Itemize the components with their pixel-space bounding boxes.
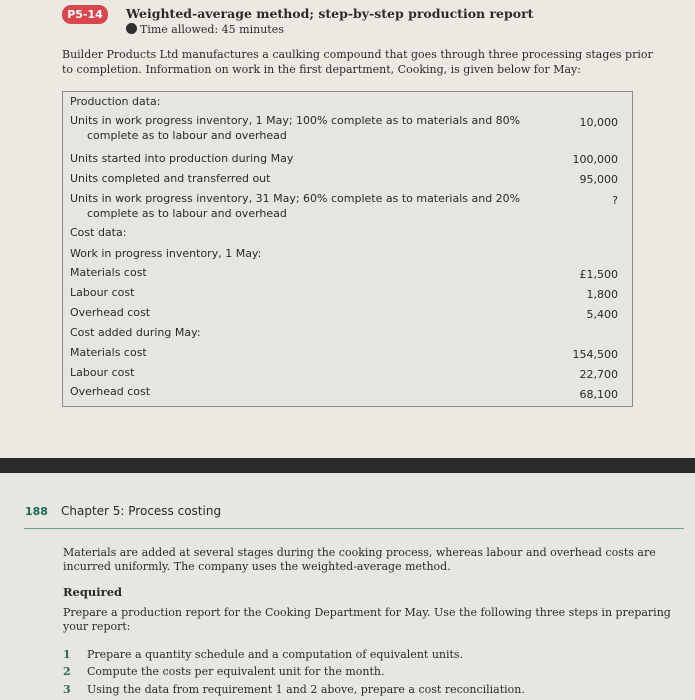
wip-begin-value: 10,000 (579, 116, 618, 129)
labour-cost-begin: Labour cost (70, 286, 135, 299)
materials-cost-begin-value: £1,500 (579, 268, 618, 281)
list-item: 3 Using the data from requirement 1 and 2 above, prepare a cost reconciliation. (63, 683, 525, 696)
cost-heading: Cost data: (70, 226, 127, 239)
clock-icon (126, 23, 137, 34)
labour-cost-added-value: 22,700 (579, 368, 618, 381)
production-heading: Production data: (70, 95, 161, 108)
required-heading: Required (63, 585, 123, 599)
list-item: 2 Compute the costs per equivalent unit for the month. (63, 665, 385, 678)
problem-intro: Builder Products Ltd manufactures a caulking compound that goes through three processing stages prior to completion. Information on work in the first department, Cooking, is given below for May: (62, 48, 653, 76)
overhead-cost-begin: Overhead cost (70, 306, 151, 319)
materials-cost-begin: Materials cost (70, 266, 147, 279)
started-value: 100,000 (572, 153, 618, 166)
wip-cost-heading: Work in progress inventory, 1 May: (70, 247, 262, 260)
page-divider (0, 458, 695, 473)
wip-begin-line2: complete as to labour and overhead (87, 129, 287, 142)
labour-cost-added: Labour cost (70, 366, 135, 379)
overhead-cost-added-value: 68,100 (579, 388, 618, 401)
chapter-rule (24, 528, 684, 529)
started-label: Units started into production during May (70, 152, 294, 165)
labour-cost-begin-value: 1,800 (586, 288, 618, 301)
page-number: 188 (25, 505, 48, 518)
problem-badge: P5-14 (62, 5, 108, 24)
completed-label: Units completed and transferred out (70, 172, 271, 185)
problem-title: Weighted-average method; step-by-step production report (126, 6, 534, 21)
overhead-cost-begin-value: 5,400 (586, 308, 618, 321)
process-paragraph: Materials are added at several stages during the cooking process, whereas labour and overhead costs are incurred uniformly. The company uses the weighted-average method. (63, 546, 656, 573)
chapter-title: Chapter 5: Process costing (61, 504, 222, 518)
required-paragraph: Prepare a production report for the Cooking Department for May. Use the following three steps in preparing your report: (63, 606, 671, 633)
time-allowed (126, 23, 284, 36)
wip-end-line2: complete as to labour and overhead (87, 207, 287, 220)
wip-end-value: ? (612, 194, 618, 207)
completed-value: 95,000 (579, 173, 618, 186)
materials-cost-added: Materials cost (70, 346, 147, 359)
wip-begin-line1: Units in work progress inventory, 1 May; 100% complete as to materials and 80% (70, 114, 521, 127)
time-text: Time allowed: 45 minutes (140, 23, 284, 36)
overhead-cost-added: Overhead cost (70, 385, 151, 398)
materials-cost-added-value: 154,500 (572, 348, 618, 361)
list-item: 1 Prepare a quantity schedule and a computation of equivalent units. (63, 648, 464, 661)
added-heading: Cost added during May: (70, 326, 201, 339)
wip-end-line1: Units in work progress inventory, 31 May; 60% complete as to materials and 20% (70, 192, 521, 205)
data-table (62, 91, 633, 407)
